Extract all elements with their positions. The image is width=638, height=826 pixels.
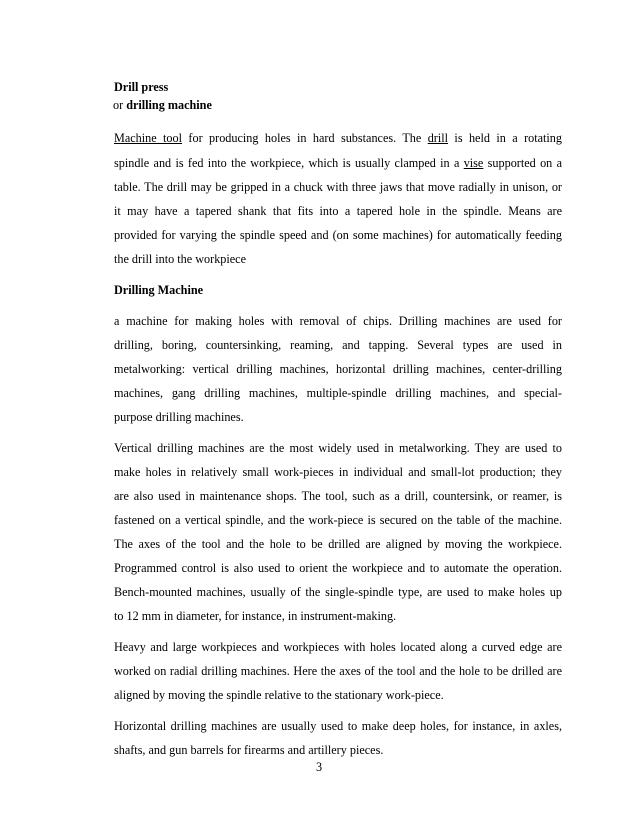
vise-link[interactable]: vise <box>463 156 484 170</box>
para2-line-6: Programmed control is also used to orient the workpiece and to automate the operation. <box>114 561 562 575</box>
para1-line-1: a machine for making holes with removal of chips. Drilling machines are used for <box>114 314 562 328</box>
section1-line1-mid: for producing holes in hard substances. The <box>182 131 428 145</box>
subtitle-prefix: or <box>113 98 127 112</box>
title: Drill press <box>114 80 169 94</box>
para2-line-2: make holes in relatively small work-pieces in individual and small-lot production; they <box>114 465 562 479</box>
para2-line-8: to 12 mm in diameter, for instance, in instrument-making. <box>114 609 397 623</box>
section1-line-6: the drill into the workpiece <box>114 252 246 266</box>
section1-line1-end: is held in a rotating <box>448 131 562 145</box>
section1-line-5: provided for varying the spindle speed and (on some machines) for automatically feeding <box>114 228 562 242</box>
para3-line-3: aligned by moving the spindle relative to the stationary work-piece. <box>114 688 444 702</box>
machine-tool-link[interactable]: Machine tool <box>114 131 183 145</box>
para2-line-7: Bench-mounted machines, usually of the single-spindle type, are used to make holes up <box>114 585 562 599</box>
para3-line-2: worked on radial drilling machines. Here the axes of the tool and the hole to be drilled are <box>114 664 562 678</box>
section1-line-4: it may have a tapered shank that fits into a tapered hole in the spindle. Means are <box>114 204 562 218</box>
para2-line-5: The axes of the tool and the hole to be drilled are aligned by moving the workpiece. <box>114 537 562 551</box>
para2-line-3: are also used in maintenance shops. The tool, such as a drill, countersink, or reamer, is <box>114 489 562 503</box>
section1-line-2 <box>114 155 562 171</box>
drill-link[interactable]: drill <box>427 131 449 145</box>
para4-line-1: Horizontal drilling machines are usually used to make deep holes, for instance, in axles, <box>114 719 562 733</box>
para1-line-2: drilling, boring, countersinking, reaming, and tapping. Several types are used in <box>114 338 562 352</box>
page-number: 3 <box>315 760 323 774</box>
section1-line-3: table. The drill may be gripped in a chuck with three jaws that move radially in unison, or <box>114 180 562 194</box>
para2-line-4: fastened on a vertical spindle, and the work-piece is secured on the table of the machine. <box>114 513 562 527</box>
section1-line2-start: spindle and is fed into the workpiece, which is usually clamped in a <box>114 156 464 170</box>
para3-line-1: Heavy and large workpieces and workpieces with holes located along a curved edge are <box>114 640 562 654</box>
para1-line-3: metalworking: vertical drilling machines, horizontal drilling machines, center-drilling <box>114 362 562 376</box>
para2-line-1: Vertical drilling machines are the most widely used in metalworking. They are used to <box>114 441 562 455</box>
para4-line-2: shafts, and gun barrels for firearms and artillery pieces. <box>114 743 384 757</box>
para1-line-4: machines, gang drilling machines, multiple-spindle drilling machines, and special- <box>114 386 562 400</box>
subtitle <box>113 97 561 113</box>
section1-line2-end: supported on a <box>483 156 562 170</box>
section1-line-1 <box>114 130 562 146</box>
drilling-machine-heading: Drilling Machine <box>114 283 204 297</box>
subtitle-bold: drilling machine <box>126 98 212 112</box>
para1-line-5: purpose drilling machines. <box>114 410 244 424</box>
